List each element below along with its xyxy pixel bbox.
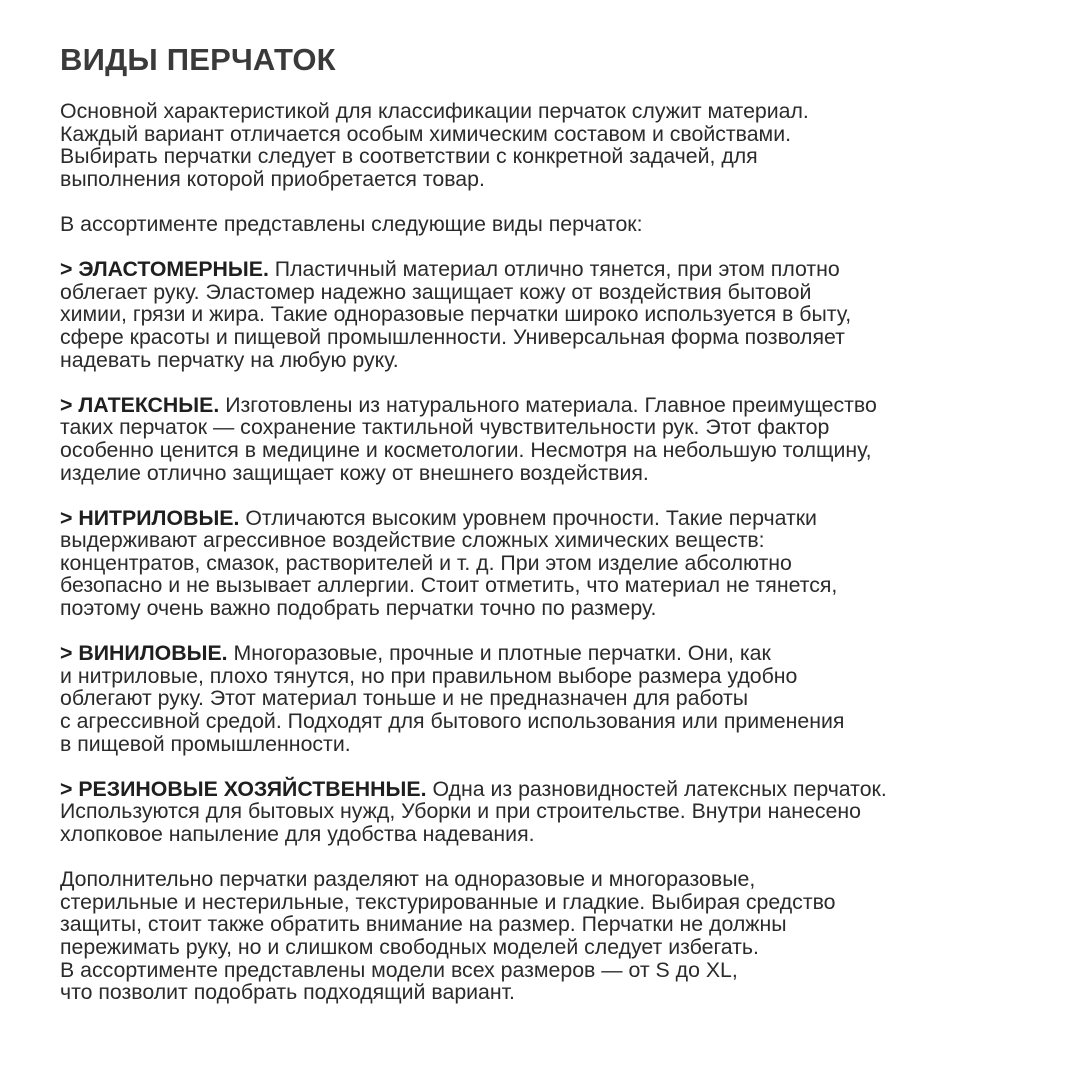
text-line: безопасно и не вызывает аллергии. Стоит отметить, что материал не тянется, bbox=[60, 573, 838, 598]
text-line bbox=[60, 507, 1030, 530]
text-line: в пищевой промышленности. bbox=[60, 731, 351, 756]
text-line: концентратов, смазок, растворителей и т. д. При этом изделие абсолютно bbox=[60, 550, 792, 575]
text-line: что позволит подобрать подходящий вариант. bbox=[60, 980, 515, 1005]
text-line: В ассортименте представлены следующие виды перчаток: bbox=[60, 211, 643, 236]
text-line: и нитриловые, плохо тянутся, но при правильном выборе размера удобно bbox=[60, 663, 798, 688]
type-heading-vinyl: > ВИНИЛОВЫЕ. bbox=[60, 641, 228, 666]
text-line: защиты, стоит также обратить внимание на размер. Перчатки не должны bbox=[60, 912, 787, 937]
text-line: с агрессивной средой. Подходят для бытового использования или применения bbox=[60, 709, 845, 734]
text-line: стерильные и нестерильные, текстурированные и гладкие. Выбирая средство bbox=[60, 889, 836, 914]
text-line bbox=[60, 394, 1030, 417]
type-elastomer-paragraph bbox=[60, 258, 1030, 371]
type-latex-paragraph bbox=[60, 394, 1030, 484]
text-line: хлопковое напыление для удобства надевания. bbox=[60, 822, 535, 846]
type-vinyl-paragraph bbox=[60, 642, 1030, 755]
type-description-start: Изготовлены из натурального материала. Главное преимущество bbox=[219, 392, 877, 417]
text-line: сфере красоты и пищевой промышленности. Универсальная форма позволяет bbox=[60, 324, 845, 349]
text-line: поэтому очень важно подобрать перчатки точно по размеру. bbox=[60, 596, 657, 621]
type-rubber-paragraph bbox=[60, 778, 1030, 846]
text-line bbox=[60, 778, 1030, 801]
text-line: пережимать руку, но и слишком свободных моделей следует избегать. bbox=[60, 934, 759, 959]
assortment-intro-paragraph bbox=[60, 213, 1030, 236]
text-line: Выбирать перчатки следует в соответствии с конкретной задачей, для bbox=[60, 144, 758, 169]
type-heading-latex: > ЛАТЕКСНЫЕ. bbox=[60, 392, 220, 417]
intro-paragraph bbox=[60, 100, 1030, 190]
text-line: изделие отлично защищает кожу от внешнего воздействия. bbox=[60, 460, 649, 485]
text-line: таких перчаток — сохранение тактильной чувствительности рук. Этот фактор bbox=[60, 415, 830, 440]
type-heading-nitrile: > НИТРИЛОВЫЕ. bbox=[60, 505, 240, 530]
text-line: Каждый вариант отличается особым химическим составом и свойствами. bbox=[60, 121, 792, 146]
text-line: особенно ценится в медицине и косметологии. Несмотря на небольшую толщину, bbox=[60, 437, 872, 462]
text-line: Дополнительно перчатки разделяют на одноразовые и многоразовые, bbox=[60, 867, 756, 892]
type-description-start: Пластичный материал отлично тянется, при этом плотно bbox=[268, 257, 840, 282]
text-line: Используются для бытовых нужд, Уборки и при строительстве. Внутри нанесено bbox=[60, 799, 861, 824]
text-line: облегает руку. Эластомер надежно защищает кожу от воздействия бытовой bbox=[60, 279, 812, 304]
page-title: ВИДЫ ПЕРЧАТОК bbox=[60, 42, 336, 77]
type-description-start: Одна из разновидностей латексных перчаток. bbox=[426, 776, 887, 801]
type-description-start: Многоразовые, прочные и плотные перчатки. Они, как bbox=[227, 641, 771, 666]
type-nitrile-paragraph bbox=[60, 507, 1030, 620]
type-description-start: Отличаются высоким уровнем прочности. Такие перчатки bbox=[239, 505, 817, 530]
text-line: выдерживают агрессивное воздействие сложных химических веществ: bbox=[60, 528, 765, 553]
type-heading-rubber: > РЕЗИНОВЫЕ ХОЗЯЙСТВЕННЫЕ. bbox=[60, 776, 427, 801]
text-line: Основной характеристикой для классификации перчаток служит материал. bbox=[60, 99, 809, 123]
text-line: выполнения которой приобретается товар. bbox=[60, 166, 485, 191]
text-line: надевать перчатку на любую руку. bbox=[60, 347, 399, 372]
text-line: химии, грязи и жира. Такие одноразовые перчатки широко используется в быту, bbox=[60, 302, 852, 327]
text-line bbox=[60, 258, 1030, 281]
type-heading-elastomer: > ЭЛАСТОМЕРНЫЕ. bbox=[60, 257, 269, 282]
text-line: В ассортименте представлены модели всех размеров — от S до XL, bbox=[60, 957, 738, 982]
text-line: облегают руку. Этот материал тоньше и не предназначен для работы bbox=[60, 686, 749, 711]
text-line bbox=[60, 642, 1030, 665]
conclusion-paragraph bbox=[60, 868, 1030, 1004]
